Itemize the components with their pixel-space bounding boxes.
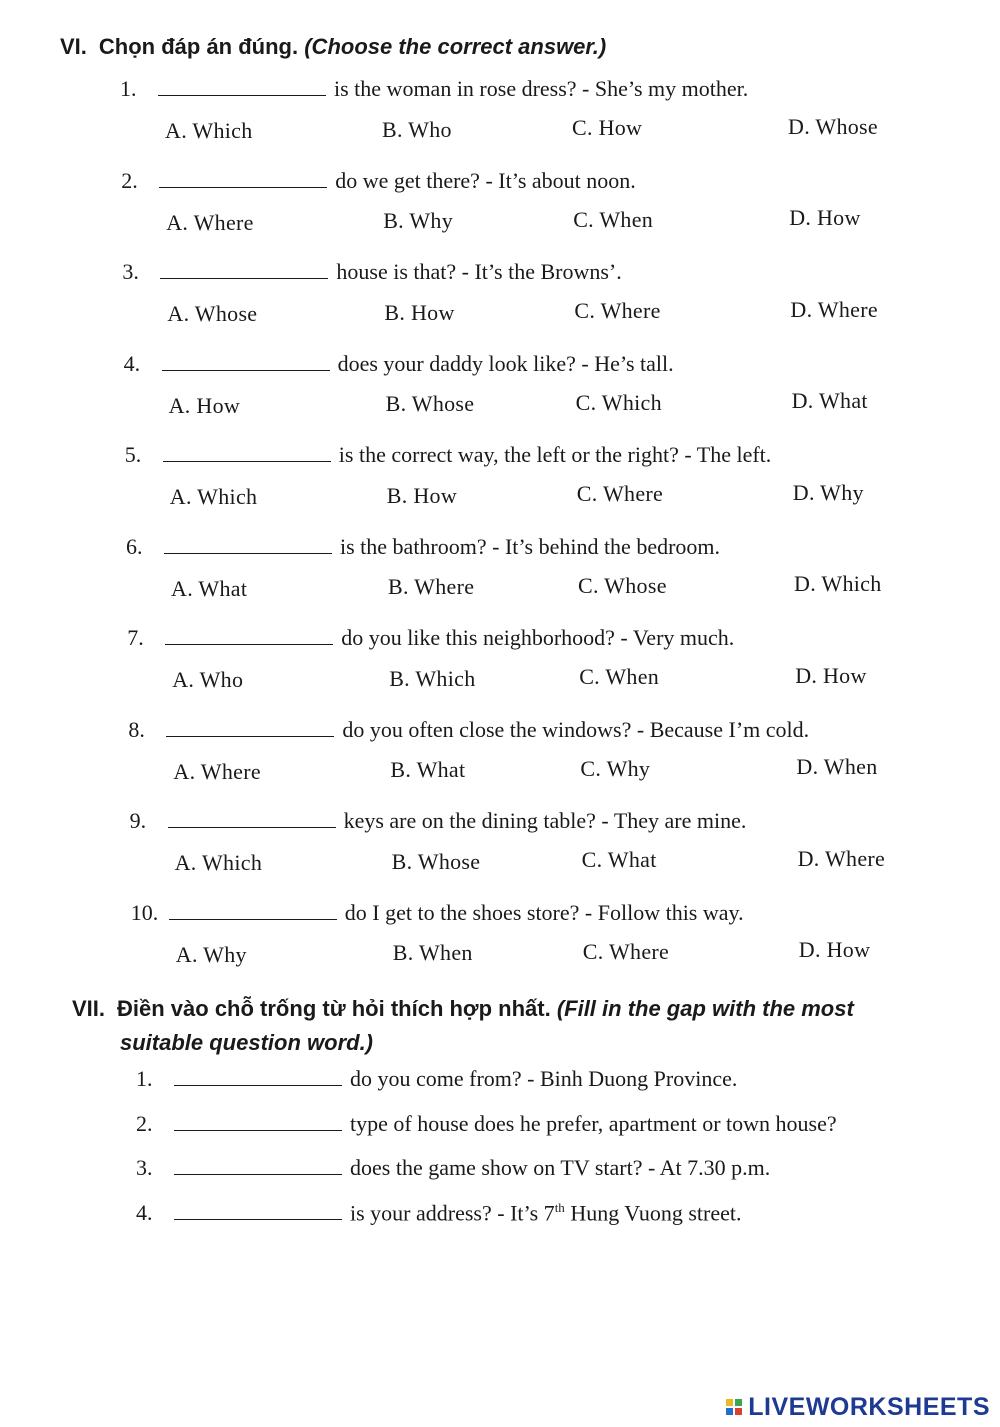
question-number: 1. [120, 76, 137, 101]
answer-option[interactable]: A. Which [165, 118, 253, 143]
liveworksheets-logo-icon [726, 1399, 742, 1415]
question-text: is the correct way, the left or the right? - The left. [338, 442, 772, 467]
question-number: 7. [127, 625, 144, 650]
question-text: does your daddy look like? - He’s tall. [337, 350, 674, 376]
fill-question-row [136, 1200, 742, 1230]
answer-blank[interactable] [174, 1156, 342, 1175]
question-row [130, 808, 747, 838]
answer-option[interactable]: A. Which [174, 850, 263, 875]
answer-option[interactable]: D. Which [794, 571, 882, 596]
answer-option[interactable]: B. Where [388, 574, 475, 599]
answer-option[interactable]: A. Where [166, 209, 254, 235]
answer-blank[interactable] [158, 77, 326, 96]
answer-option[interactable]: A. Which [169, 484, 258, 509]
question-text: does the game show on TV start? - At 7.30 p.m. [350, 1155, 771, 1180]
answer-option[interactable]: D. When [796, 754, 878, 779]
question-number: 2. [121, 167, 138, 193]
answer-blank[interactable] [174, 1201, 342, 1220]
section-7-title [72, 992, 952, 1060]
section-6-title-en: (Choose the correct answer.) [304, 34, 607, 59]
answer-option[interactable]: B. Whose [385, 391, 475, 416]
question-row [131, 900, 744, 930]
question-number: 3. [122, 259, 139, 284]
answer-option[interactable]: A. What [171, 575, 248, 601]
answer-option[interactable]: C. When [573, 206, 654, 232]
question-row [121, 168, 636, 198]
answer-option[interactable]: B. Which [389, 665, 476, 691]
answer-option[interactable]: D. How [789, 205, 861, 230]
fill-question-row [136, 1155, 770, 1185]
question-text-after: Hung Vuong street. [564, 1199, 742, 1225]
question-text: do you like this neighborhood? - Very much. [341, 625, 735, 650]
section-7-title-en-1: (Fill in the gap with the most [556, 996, 854, 1021]
question-number: 10. [130, 899, 159, 925]
answer-blank[interactable] [168, 809, 336, 828]
question-row [125, 442, 772, 472]
question-text: do you often close the windows? - Because I’m cold. [342, 716, 810, 742]
answer-option[interactable]: B. Why [383, 208, 454, 233]
answer-option[interactable]: A. How [168, 392, 241, 418]
answer-option[interactable]: B. How [386, 482, 458, 508]
answer-option[interactable]: D. Where [797, 845, 886, 871]
answer-option[interactable]: B. When [392, 940, 473, 965]
answer-option[interactable]: C. Which [575, 389, 662, 415]
answer-option[interactable]: A. Whose [167, 301, 258, 326]
fill-question-row [136, 1066, 737, 1096]
answer-blank[interactable] [160, 260, 328, 279]
question-number: 9. [129, 808, 147, 833]
answer-option[interactable]: D. Why [792, 479, 864, 505]
brand-name: LIVEWORKSHEETS [748, 1392, 990, 1421]
answer-option[interactable]: D. What [791, 388, 868, 413]
answer-option[interactable]: C. Where [574, 298, 661, 323]
answer-blank[interactable] [164, 535, 332, 554]
answer-option[interactable]: D. Where [790, 296, 878, 322]
answer-option[interactable]: B. What [390, 757, 466, 782]
answer-option[interactable]: C. Where [582, 938, 670, 964]
liveworksheets-brand [726, 1393, 990, 1421]
answer-option[interactable]: C. Where [576, 481, 664, 506]
ordinal-suffix: th [554, 1199, 565, 1215]
answer-option[interactable]: C. How [572, 115, 643, 140]
question-number: 4. [123, 350, 141, 376]
question-number: 1. [136, 1066, 153, 1091]
question-text: is the woman in rose dress? - She’s my mother. [334, 76, 749, 101]
answer-blank[interactable] [169, 901, 337, 920]
question-number: 3. [136, 1155, 153, 1180]
question-text-before: is your address? - It’s 7 [350, 1199, 555, 1225]
question-row [124, 351, 674, 381]
answer-blank[interactable] [163, 443, 331, 462]
answer-option[interactable]: A. Who [172, 667, 244, 692]
answer-option[interactable]: D. Whose [788, 113, 878, 139]
question-text [350, 1200, 742, 1226]
question-number: 4. [136, 1199, 153, 1225]
answer-blank[interactable] [165, 626, 333, 645]
question-number: 8. [128, 716, 145, 742]
question-text: keys are on the dining table? - They are mine. [343, 808, 747, 833]
answer-option[interactable]: B. How [384, 299, 455, 325]
section-7-title-vi: Điền vào chỗ trống từ hỏi thích hợp nhất. [117, 996, 551, 1021]
answer-option[interactable]: B. Whose [391, 848, 481, 874]
answer-option[interactable]: A. Where [173, 758, 261, 784]
section-7-title-en-2: suitable question word.) [120, 1030, 374, 1055]
answer-option[interactable]: C. Whose [578, 572, 667, 598]
question-number: 2. [136, 1110, 153, 1136]
answer-blank[interactable] [166, 718, 334, 737]
question-row [122, 259, 621, 289]
answer-blank[interactable] [162, 352, 330, 371]
question-text: do I get to the shoes store? - Follow this way. [344, 899, 744, 925]
question-row [127, 625, 734, 655]
answer-option[interactable]: C. What [581, 847, 657, 872]
section-7-roman: VII. [72, 996, 106, 1021]
question-row [128, 717, 809, 747]
question-text: is the bathroom? - It’s behind the bedroom. [340, 533, 721, 559]
answer-blank[interactable] [159, 169, 327, 188]
fill-question-row [136, 1111, 837, 1141]
question-text: do we get there? - It’s about noon. [335, 167, 636, 193]
question-text: house is that? - It’s the Browns’. [336, 259, 622, 284]
section-6-title-vi: Chọn đáp án đúng. [98, 34, 299, 59]
answer-option[interactable]: C. Why [580, 755, 651, 781]
answer-option[interactable]: C. When [579, 664, 660, 689]
answer-blank[interactable] [174, 1112, 342, 1131]
section-6-title [60, 34, 606, 60]
answer-option[interactable]: D. How [795, 662, 867, 688]
section-6-roman: VI. [60, 34, 87, 59]
question-text: type of house does he prefer, apartment or town house? [350, 1110, 837, 1136]
answer-option[interactable]: D. How [798, 937, 871, 962]
question-row [120, 76, 748, 106]
answer-option[interactable]: B. Who [382, 116, 452, 142]
question-text: do you come from? - Binh Duong Province. [350, 1066, 738, 1091]
answer-option[interactable]: A. Why [175, 941, 247, 967]
question-row [126, 534, 720, 564]
question-number: 6. [126, 533, 143, 559]
answer-blank[interactable] [174, 1067, 342, 1086]
question-number: 5. [124, 442, 142, 467]
